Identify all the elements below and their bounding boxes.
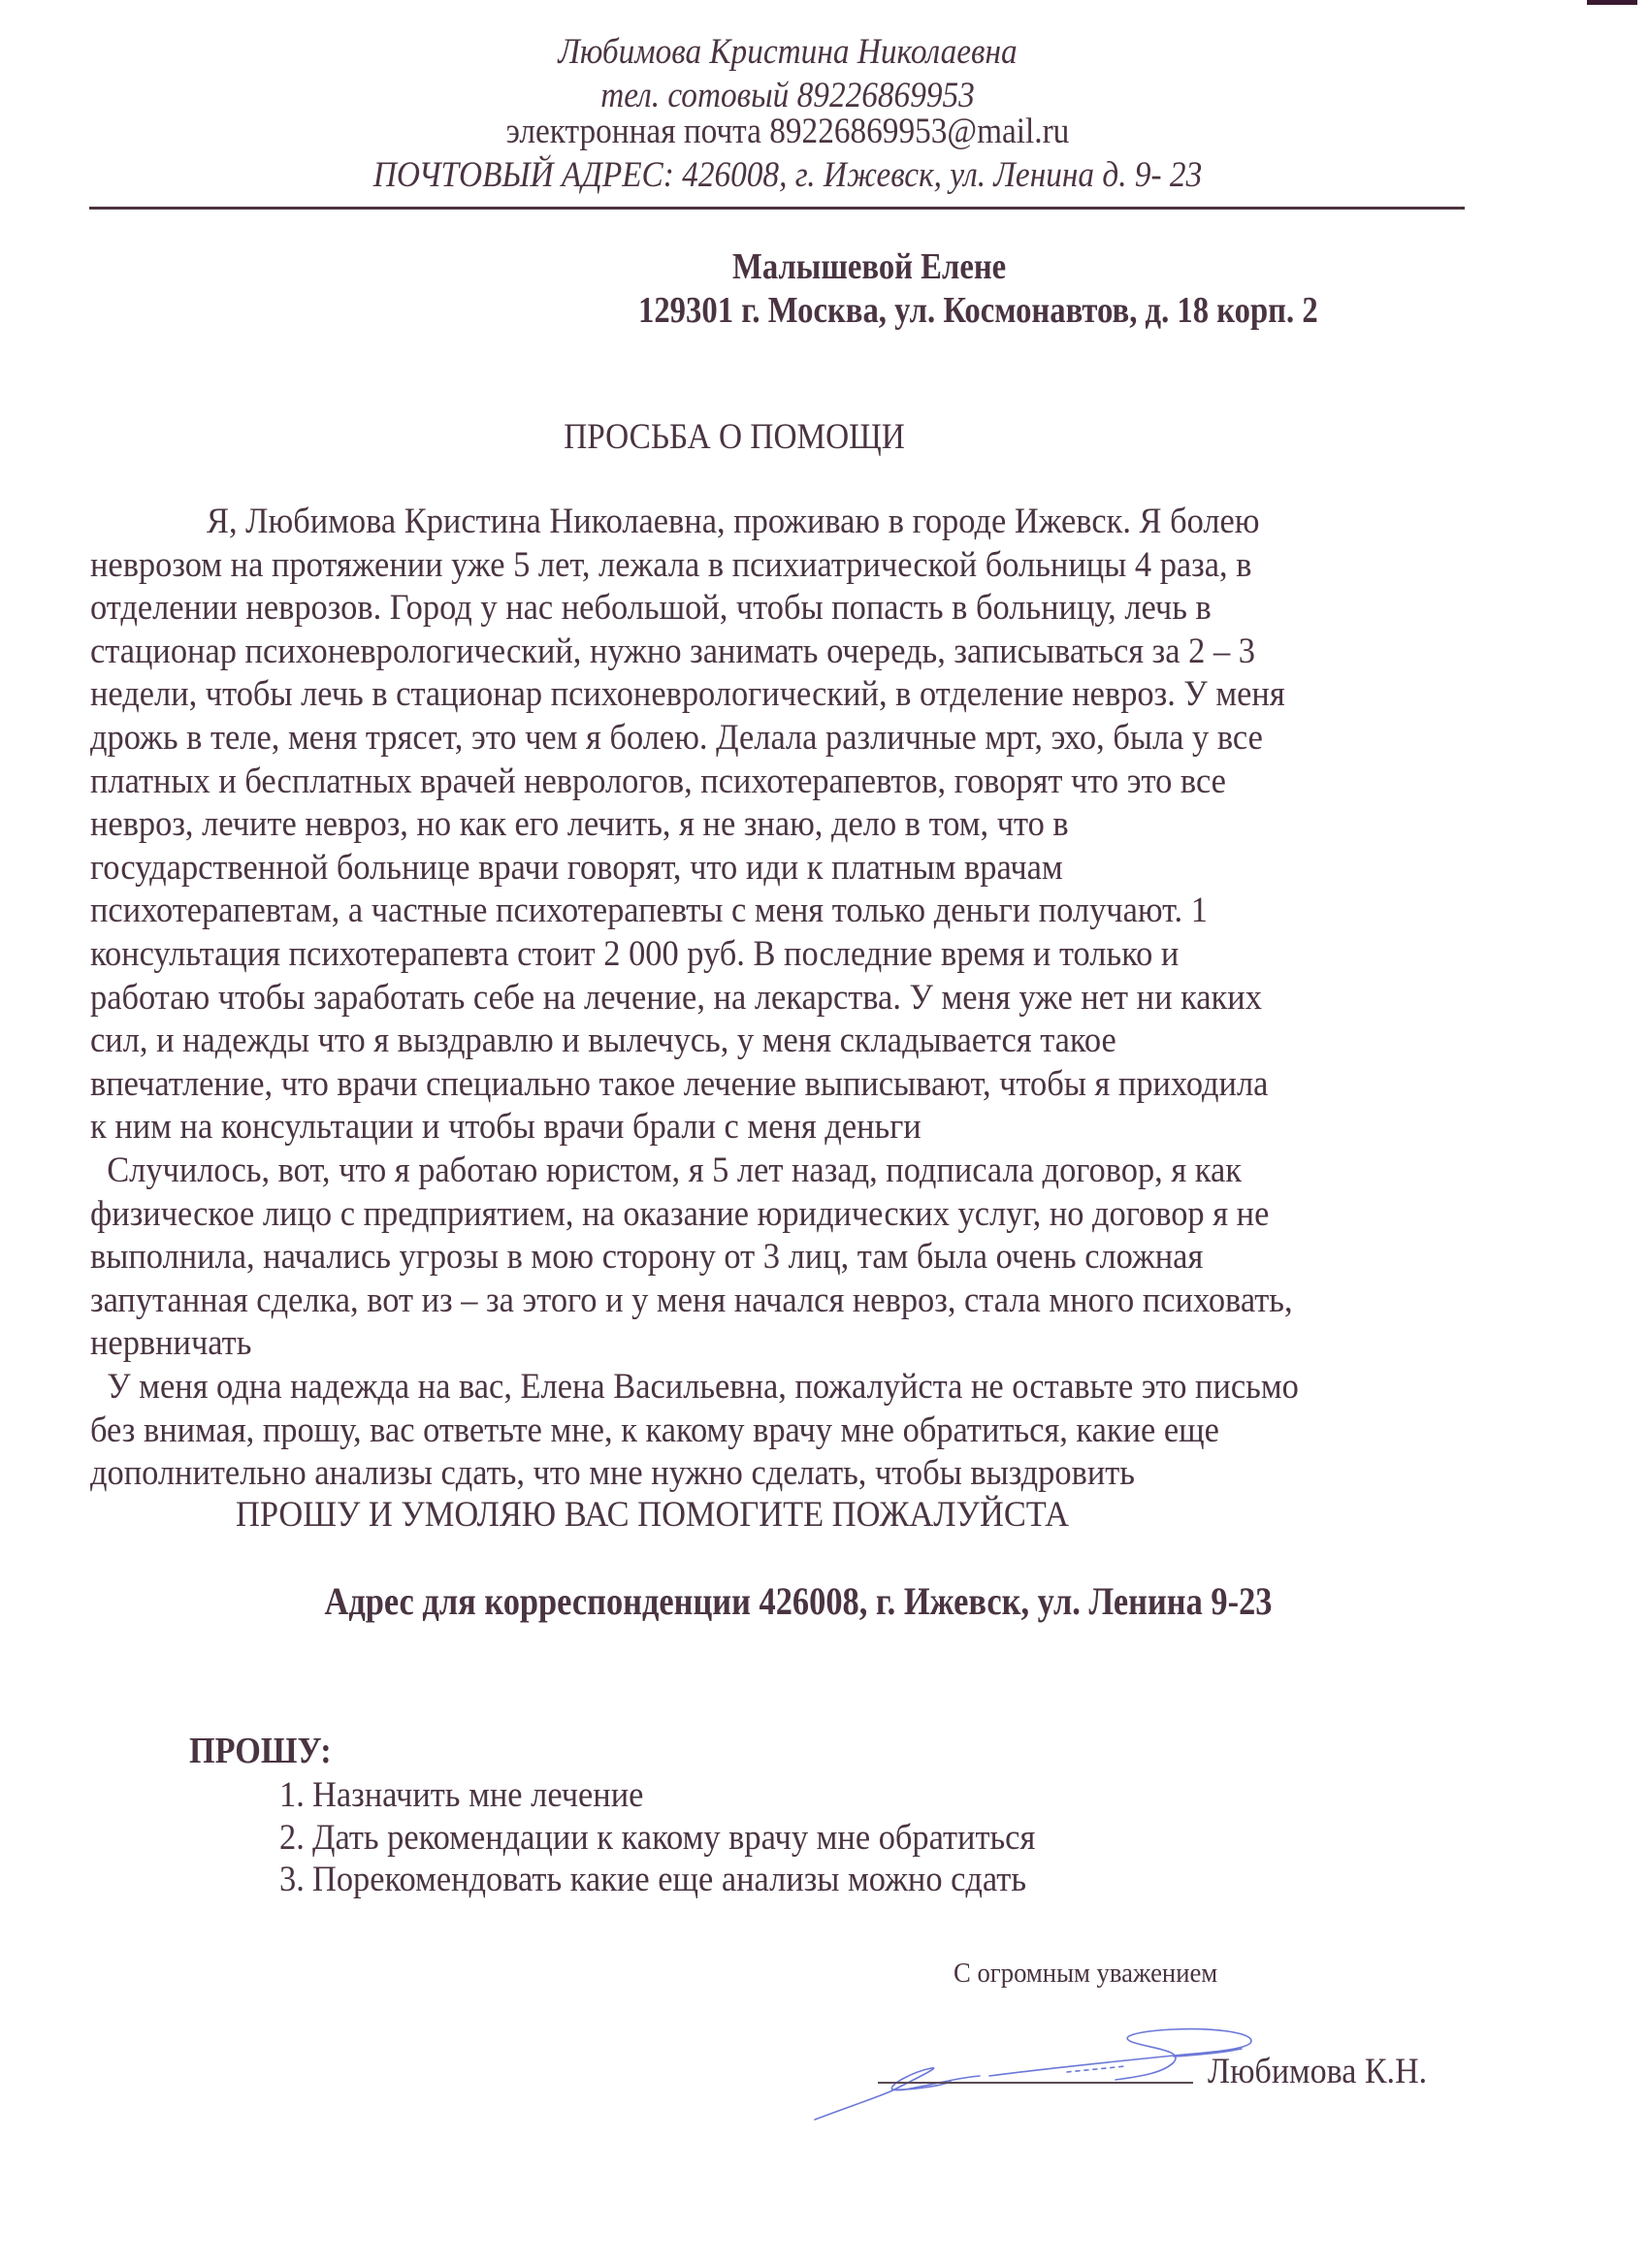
body-line: сил, и надежды что я выздравлю и вылечусь, у меня складывается такое: [90, 1021, 1116, 1061]
body-line: консультация психотерапевта стоит 2 000 руб. В последние время и только и: [90, 934, 1180, 974]
body-line: невроз, лечите невроз, но как его лечить, я не знаю, дело в том, что в: [90, 804, 1069, 845]
signature-line: [878, 2082, 1193, 2084]
body-line: отделении неврозов. Город у нас небольшой, чтобы попасть в больницу, лечь в: [90, 588, 1212, 629]
body-line: психотерапевтам, а частные психотерапевты с меня только деньги получают. 1: [90, 891, 1208, 931]
body-line: запутанная сделка, вот из – за этого и у меня начался невроз, стала много психовать,: [90, 1280, 1293, 1320]
body-line: стационар психоневрологический, нужно занимать очередь, записываться за 2 – 3: [90, 631, 1255, 671]
letter-title: ПРОСЬБА О ПОМОЩИ: [564, 417, 905, 457]
request-number: 1.: [279, 1775, 305, 1815]
signature-name: Любимова К.Н.: [1208, 2052, 1428, 2091]
correspondence-address: Адрес для корреспонденции 426008, г. Ижевск, ул. Ленина 9-23: [324, 1579, 1273, 1623]
body-line: Я, Любимова Кристина Николаевна, проживаю в городе Ижевск. Я болею: [207, 502, 1260, 541]
request-number: 2.: [279, 1818, 305, 1858]
body-line: дополнительно анализы сдать, что мне нужно сделать, чтобы выздровить: [90, 1453, 1135, 1494]
scan-edge-mark: [1587, 0, 1637, 5]
sender-email: электронная почта 89226869953@mail.ru: [505, 112, 1070, 151]
body-line: к ним на консультации и чтобы врачи брали с меня деньги: [90, 1107, 922, 1148]
request-item: Дать рекомендации к какому врачу мне обратиться: [312, 1818, 1036, 1858]
body-line: работаю чтобы заработать себе на лечение, на лекарства. У меня уже нет ни каких: [90, 977, 1262, 1018]
recipient-name: Малышевой Елене: [732, 246, 1007, 287]
request-number: 3.: [279, 1860, 305, 1899]
body-line: неврозом на протяжении уже 5 лет, лежала в психиатрической больницы 4 раза, в: [90, 544, 1252, 585]
body-line: выполнила, начались угрозы в мою сторону от 3 лиц, там была очень сложная: [90, 1237, 1204, 1278]
body-line: государственной больнице врачи говорят, что иди к платным врачам: [90, 847, 1063, 888]
header-divider: [89, 207, 1465, 210]
request-item: Назначить мне лечение: [312, 1775, 644, 1815]
body-line: физическое лицо с предприятием, на оказание юридических услуг, но договор я не: [90, 1193, 1270, 1234]
closing-phrase: С огромным уважением: [954, 1958, 1218, 1989]
sender-name: Любимова Кристина Николаевна: [558, 32, 1018, 72]
request-item: Порекомендовать какие еще анализы можно сдать: [312, 1860, 1027, 1899]
body-line: нервничать: [90, 1323, 252, 1364]
body-line: дрожь в теле, меня трясет, это чем я болею. Делала различные мрт, эхо, была у все: [90, 718, 1263, 758]
requests-heading: ПРОШУ:: [189, 1731, 332, 1771]
body-line: без внимая, прошу, вас ответьте мне, к какому врачу мне обратиться, какие еще: [90, 1409, 1219, 1450]
body-line: платных и бесплатных врачей неврологов, психотерапевтов, говорят что это все: [90, 761, 1226, 801]
body-line: Случилось, вот, что я работаю юристом, я 5 лет назад, подписала договор, я как: [90, 1150, 1242, 1190]
body-line: впечатление, что врачи специально такое лечение выписывают, чтобы я приходила: [90, 1063, 1269, 1104]
sender-phone: тел. сотовый 89226869953: [600, 76, 975, 115]
body-line: У меня одна надежда на вас, Елена Васильевна, пожалуйста не оставьте это письмо: [90, 1367, 1299, 1407]
sender-postal-address: ПОЧТОВЫЙ АДРЕС: 426008, г. Ижевск, ул. Ленина д. 9- 23: [372, 155, 1203, 195]
recipient-address: 129301 г. Москва, ул. Космонавтов, д. 18 корп. 2: [638, 290, 1318, 331]
plea-line: ПРОШУ И УМОЛЯЮ ВАС ПОМОГИТЕ ПОЖАЛУЙСТА: [236, 1495, 1069, 1535]
body-line: недели, чтобы лечь в стационар психоневрологический, в отделение невроз. У меня: [90, 674, 1285, 715]
